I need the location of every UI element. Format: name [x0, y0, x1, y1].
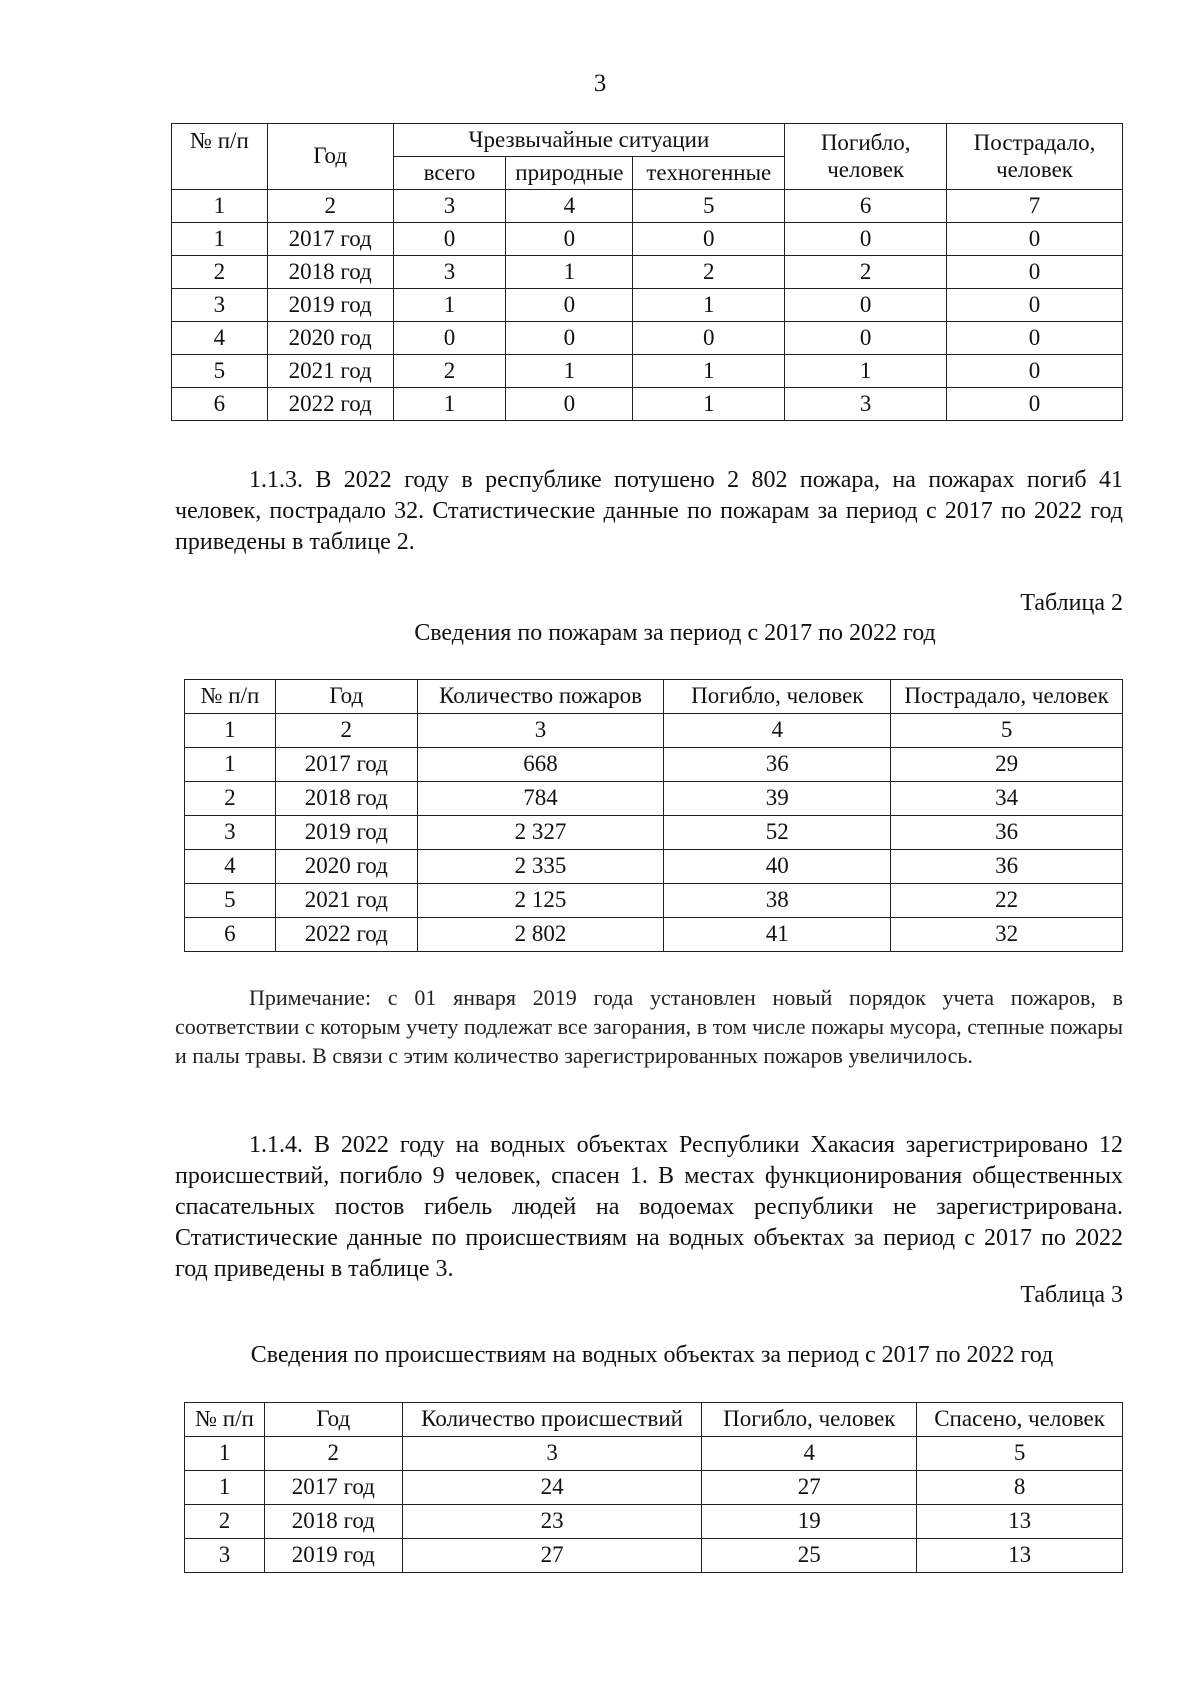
table-cell: 38: [664, 884, 891, 918]
table-row: [185, 1471, 1123, 1505]
table-cell: 36: [664, 748, 891, 782]
table-cell: 7: [947, 190, 1123, 223]
table-row: [185, 782, 1123, 816]
table-cell: 0: [506, 289, 633, 322]
header-emergencies: Чрезвычайные ситуации: [393, 124, 785, 157]
table-cell: 0: [506, 223, 633, 256]
table-row: [172, 355, 1123, 388]
table-cell: 0: [633, 322, 785, 355]
column-header: № п/п: [185, 1403, 265, 1437]
header-row: [185, 680, 1123, 714]
column-number-row: [185, 714, 1123, 748]
table-cell: 3: [417, 714, 664, 748]
paragraph-1-1-4: 1.1.4. В 2022 году на водных объектах Республики Хакасия зарегистрировано 12 происшествий, погибло 9 человек, спасен 1. В местах функционирования общественных спасательных постов гибель людей на водоемах республики не зарегистрирована. Статистические данные по происшествиям на водных объектах за период с 2017 по 2022 год приведены в таблице 3.: [175, 1132, 1123, 1282]
table-cell: 5: [172, 355, 268, 388]
table-cell: 0: [506, 322, 633, 355]
table-row: [185, 1505, 1123, 1539]
table-cell: 2021 год: [267, 355, 393, 388]
header-died: Погибло, человек: [785, 124, 947, 190]
table-cell: 2: [785, 256, 947, 289]
table-cell: 3: [393, 190, 506, 223]
fires-table: [184, 679, 1123, 952]
table-cell: 5: [185, 884, 276, 918]
table-cell: 6: [172, 388, 268, 421]
table-cell: 5: [633, 190, 785, 223]
table-cell: 0: [947, 256, 1123, 289]
table-cell: 39: [664, 782, 891, 816]
table-cell: 34: [891, 782, 1123, 816]
table-cell: 1: [172, 190, 268, 223]
column-number-row: [185, 1437, 1123, 1471]
table-row: [185, 850, 1123, 884]
column-header: Погибло, человек: [702, 1403, 917, 1437]
table-cell: 52: [664, 816, 891, 850]
emergencies-table: [171, 123, 1123, 421]
header-injured: Пострадало, человек: [947, 124, 1123, 190]
column-number-row: [172, 190, 1123, 223]
table-cell: 1: [506, 256, 633, 289]
table-cell: 24: [402, 1471, 702, 1505]
table-cell: 3: [393, 256, 506, 289]
table-cell: 2022 год: [267, 388, 393, 421]
table-row: [185, 816, 1123, 850]
table-cell: 3: [185, 1539, 265, 1573]
table-cell: 0: [633, 223, 785, 256]
table-cell: 32: [891, 918, 1123, 952]
table-cell: 27: [702, 1471, 917, 1505]
header-num: № п/п: [172, 124, 268, 190]
table-cell: 29: [891, 748, 1123, 782]
table-cell: 3: [185, 816, 276, 850]
table-cell: 25: [702, 1539, 917, 1573]
table-cell: 2 802: [417, 918, 664, 952]
table-cell: 41: [664, 918, 891, 952]
table-row: [185, 918, 1123, 952]
table-cell: 1: [785, 355, 947, 388]
table-row: [172, 388, 1123, 421]
table-cell: 2 125: [417, 884, 664, 918]
table-cell: 2: [267, 190, 393, 223]
table-cell: 8: [917, 1471, 1123, 1505]
table-cell: 2021 год: [275, 884, 417, 918]
table-cell: 2: [185, 1505, 265, 1539]
table-cell: 2017 год: [267, 223, 393, 256]
table-cell: 1: [633, 289, 785, 322]
table-row: [172, 223, 1123, 256]
column-header: № п/п: [185, 680, 276, 714]
table-cell: 40: [664, 850, 891, 884]
table-cell: 784: [417, 782, 664, 816]
table-cell: 5: [917, 1437, 1123, 1471]
table-cell: 2: [633, 256, 785, 289]
column-header: Год: [264, 1403, 402, 1437]
table2-label: Таблица 2: [1020, 590, 1123, 616]
table-cell: 0: [947, 388, 1123, 421]
header-total: всего: [393, 157, 506, 190]
table-cell: 6: [185, 918, 276, 952]
table-cell: 1: [633, 355, 785, 388]
page-number: 3: [593, 70, 607, 97]
column-header: Год: [275, 680, 417, 714]
table-cell: 2018 год: [275, 782, 417, 816]
column-header: Погибло, человек: [664, 680, 891, 714]
table-cell: 0: [947, 322, 1123, 355]
table-cell: 2020 год: [267, 322, 393, 355]
table-row: [172, 289, 1123, 322]
table-cell: 1: [185, 714, 276, 748]
table-cell: 2018 год: [267, 256, 393, 289]
table-row: [172, 322, 1123, 355]
table-cell: 1: [185, 1471, 265, 1505]
column-header: Пострадало, человек: [891, 680, 1123, 714]
table-row: [185, 1539, 1123, 1573]
table-cell: 4: [664, 714, 891, 748]
table-cell: 4: [185, 850, 276, 884]
table-cell: 36: [891, 816, 1123, 850]
table-cell: 2020 год: [275, 850, 417, 884]
table-cell: 0: [785, 223, 947, 256]
header-year: Год: [267, 124, 393, 190]
table-row: [185, 884, 1123, 918]
table-cell: 2: [275, 714, 417, 748]
table-cell: 2017 год: [275, 748, 417, 782]
table2-caption: Сведения по пожарам за период с 2017 по 2022 год: [414, 620, 936, 646]
table-cell: 2019 год: [275, 816, 417, 850]
table-cell: 0: [947, 223, 1123, 256]
table-cell: 0: [506, 388, 633, 421]
table-cell: 0: [785, 322, 947, 355]
table-cell: 22: [891, 884, 1123, 918]
table-cell: 2 327: [417, 816, 664, 850]
table-cell: 3: [402, 1437, 702, 1471]
table-cell: 2022 год: [275, 918, 417, 952]
table-cell: 1: [185, 1437, 265, 1471]
table-cell: 3: [172, 289, 268, 322]
table-cell: 2: [393, 355, 506, 388]
table-cell: 0: [947, 355, 1123, 388]
table-cell: 2017 год: [264, 1471, 402, 1505]
header-technogenic: техногенные: [633, 157, 785, 190]
table-cell: 1: [393, 289, 506, 322]
table-cell: 1: [506, 355, 633, 388]
table-cell: 1: [393, 388, 506, 421]
table-cell: 668: [417, 748, 664, 782]
table-cell: 13: [917, 1539, 1123, 1573]
table-cell: 2: [172, 256, 268, 289]
header-row: [185, 1403, 1123, 1437]
table-cell: 2019 год: [267, 289, 393, 322]
table-cell: 4: [506, 190, 633, 223]
table-cell: 1: [172, 223, 268, 256]
table-cell: 6: [785, 190, 947, 223]
table-cell: 2: [185, 782, 276, 816]
table-cell: 19: [702, 1505, 917, 1539]
table3-label: Таблица 3: [1020, 1282, 1123, 1308]
column-header: Количество происшествий: [402, 1403, 702, 1437]
note: Примечание: с 01 января 2019 года установлен новый порядок учета пожаров, в соответствии с которым учету подлежат все загорания, в том числе пожары мусора, степные пожары и палы травы. В связи с этим количество зарегистрированных пожаров увеличилось.: [175, 985, 1123, 1068]
table-cell: 0: [947, 289, 1123, 322]
header-natural: природные: [506, 157, 633, 190]
table-row: [185, 748, 1123, 782]
table-cell: 4: [172, 322, 268, 355]
table-cell: 1: [633, 388, 785, 421]
table-cell: 2 335: [417, 850, 664, 884]
table-cell: 23: [402, 1505, 702, 1539]
table-cell: 2019 год: [264, 1539, 402, 1573]
table-cell: 3: [785, 388, 947, 421]
table3-caption: Сведения по происшествиям на водных объектах за период с 2017 по 2022 год: [250, 1342, 1054, 1368]
table-cell: 2: [264, 1437, 402, 1471]
table-cell: 0: [785, 289, 947, 322]
table-cell: 2018 год: [264, 1505, 402, 1539]
table-row: [172, 256, 1123, 289]
table-cell: 4: [702, 1437, 917, 1471]
column-header: Спасено, человек: [917, 1403, 1123, 1437]
table-cell: 27: [402, 1539, 702, 1573]
column-header: Количество пожаров: [417, 680, 664, 714]
table-cell: 5: [891, 714, 1123, 748]
water-incidents-table: [184, 1402, 1123, 1573]
table-cell: 0: [393, 322, 506, 355]
table-cell: 13: [917, 1505, 1123, 1539]
table-cell: 0: [393, 223, 506, 256]
paragraph-1-1-3: 1.1.3. В 2022 году в республике потушено 2 802 пожара, на пожарах погиб 41 человек, пострадало 32. Статистические данные по пожарам за период с 2017 по 2022 год приведены в таблице 2.: [175, 467, 1123, 555]
table-cell: 36: [891, 850, 1123, 884]
table-cell: 1: [185, 748, 276, 782]
